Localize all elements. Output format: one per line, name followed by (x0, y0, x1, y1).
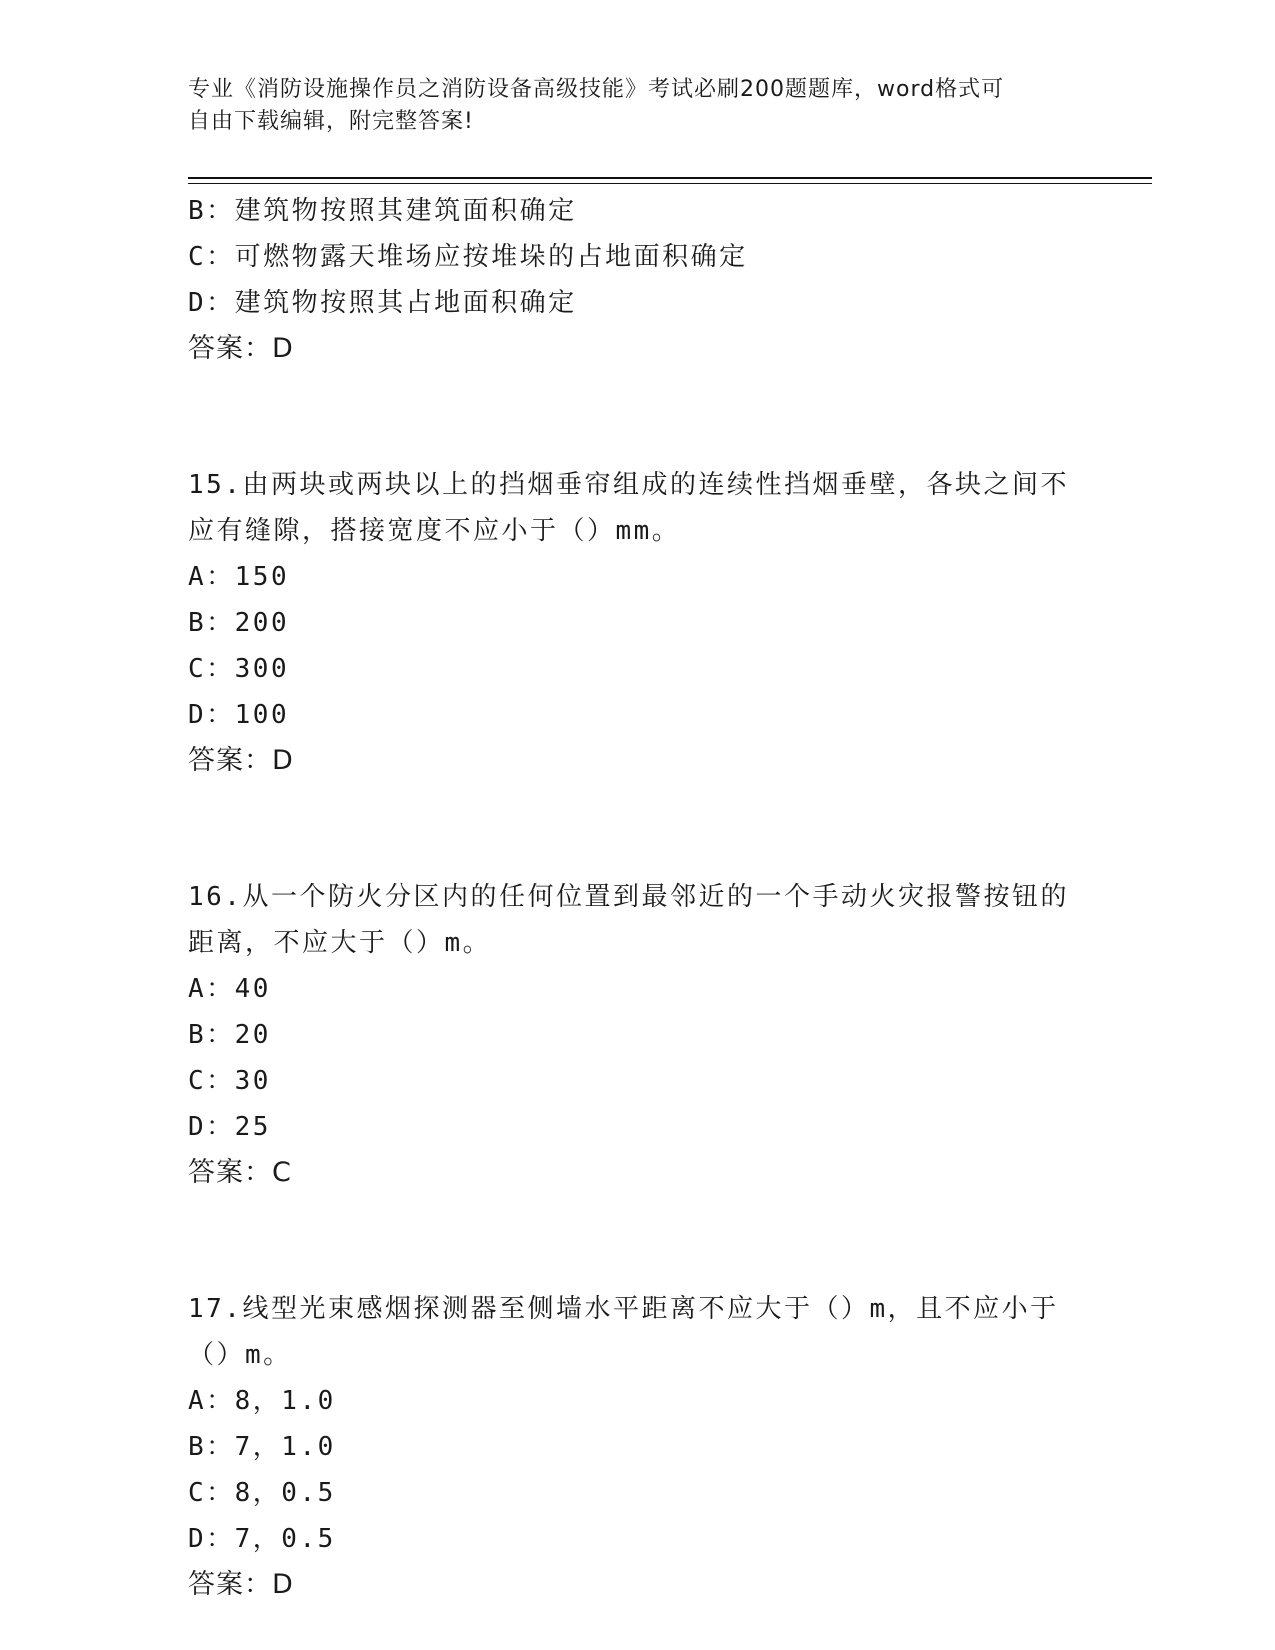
option-b: B：7，1.0 (188, 1432, 336, 1462)
option-b: B：建筑物按照其建筑面积确定 (188, 196, 577, 226)
question-17-block (188, 1286, 1108, 1608)
option-c: C：300 (188, 654, 290, 684)
spacer (188, 784, 1108, 874)
header-divider-thin (188, 183, 1152, 184)
option-d: D：25 (188, 1112, 271, 1142)
question-15-text-line-1: 15.由两块或两块以上的挡烟垂帘组成的连续性挡烟垂壁，各块之间不 (188, 470, 1069, 500)
spacer (188, 372, 1108, 462)
answer-line: 答案：D (188, 745, 294, 776)
option-a: A：40 (188, 974, 271, 1004)
answer-line: 答案：D (188, 333, 294, 364)
question-16-text-line-1: 16.从一个防火分区内的任何位置到最邻近的一个手动火灾报警按钮的 (188, 882, 1069, 912)
header-line-1: 专业《消防设施操作员之消防设备高级技能》考试必刷200题题库，word格式可 (188, 77, 1005, 102)
option-c: C：30 (188, 1066, 271, 1096)
option-a: A：8，1.0 (188, 1386, 336, 1416)
document-header (188, 74, 1088, 138)
option-d: D：100 (188, 700, 290, 730)
header-divider-thick (188, 177, 1152, 179)
option-c: C：可燃物露天堆场应按堆垛的占地面积确定 (188, 242, 748, 272)
question-17-text-line-1: 17.线型光束感烟探测器至侧墙水平距离不应大于（）m，且不应小于 (188, 1294, 1059, 1324)
question-16-block (188, 874, 1108, 1196)
answer-line: 答案：C (188, 1157, 292, 1188)
spacer (188, 1196, 1108, 1286)
header-line-2: 自由下载编辑，附完整答案! (188, 109, 474, 134)
answer-line: 答案：D (188, 1569, 294, 1600)
option-c: C：8，0.5 (188, 1478, 336, 1508)
option-b: B：200 (188, 608, 290, 638)
option-d: D：建筑物按照其占地面积确定 (188, 288, 577, 318)
question-17-text-line-2: （）m。 (188, 1340, 292, 1370)
question-15-block (188, 462, 1108, 784)
question-16-text-line-2: 距离，不应大于（）m。 (188, 928, 492, 958)
question-15-text-line-2: 应有缝隙，搭接宽度不应小于（）mm。 (188, 516, 681, 546)
question-content (188, 188, 1108, 1608)
carryover-question-block (188, 188, 1108, 372)
option-b: B：20 (188, 1020, 271, 1050)
option-d: D：7，0.5 (188, 1524, 336, 1554)
option-a: A：150 (188, 562, 290, 592)
